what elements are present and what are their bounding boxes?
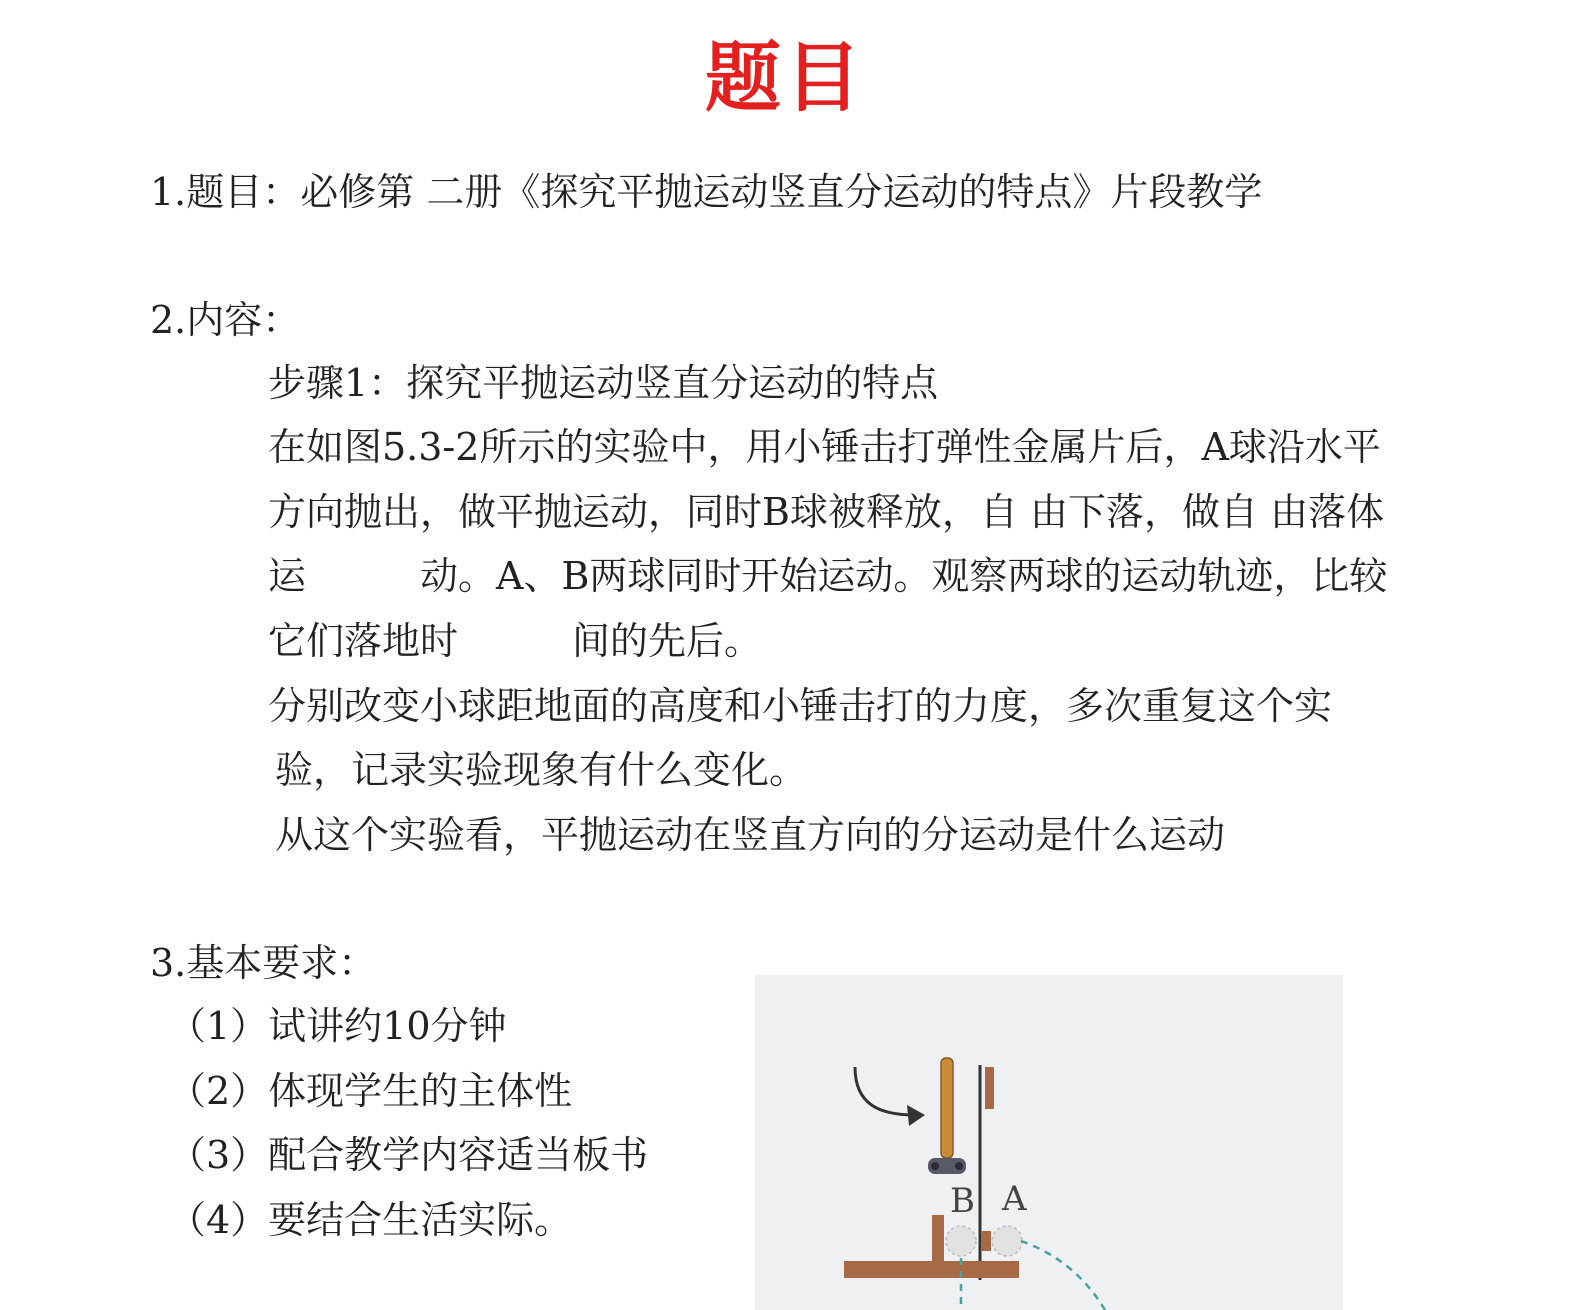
experiment-figure xyxy=(755,975,1343,1310)
content-line: 它们落地时 间的先后。 xyxy=(268,619,763,663)
strip-top-block xyxy=(985,1067,994,1109)
step-1-title: 步骤1：探究平抛运动竖直分运动的特点 xyxy=(268,361,939,405)
content-line: 从这个实验看，平抛运动在竖直方向的分运动是什么运动 xyxy=(275,813,1226,857)
ball-a xyxy=(992,1226,1022,1256)
stand-base xyxy=(844,1261,1019,1278)
content-line: 运 动。A、B两球同时开始运动。观察两球的运动轨迹，比较 xyxy=(268,554,1388,598)
section-2-heading: 2.内容： xyxy=(150,298,301,342)
trajectory-a xyxy=(1021,1241,1105,1310)
requirement-item: （4）要结合生活实际。 xyxy=(168,1198,573,1242)
hammer-head-bolt-left xyxy=(931,1162,939,1170)
page-title: 题目 xyxy=(705,33,865,122)
content-line: 在如图5.3-2所示的实验中，用小锤击打弹性金属片后，A球沿水平 xyxy=(268,425,1381,469)
hammer-head-bolt-right xyxy=(955,1162,963,1170)
experiment-diagram xyxy=(755,975,1343,1310)
requirement-item: （2）体现学生的主体性 xyxy=(168,1069,573,1113)
content-line: 验，记录实验现象有什么变化。 xyxy=(275,748,808,792)
swing-arrow-icon xyxy=(855,1067,915,1115)
hammer-handle xyxy=(941,1058,953,1158)
content-line: 方向抛出，做平抛运动，同时B球被释放，自 由下落，做自 由落体 xyxy=(268,490,1385,534)
ball-spacer xyxy=(981,1231,991,1251)
ball-b xyxy=(946,1226,976,1256)
requirement-item: （3）配合教学内容适当板书 xyxy=(168,1133,649,1177)
requirement-item: （1）试讲约10分钟 xyxy=(168,1004,507,1048)
content-line: 分别改变小球距地面的高度和小锤击打的力度，多次重复这个实 xyxy=(268,684,1333,728)
arrow-head-icon xyxy=(907,1105,925,1126)
label-a: A xyxy=(1002,1179,1027,1219)
section-3-heading: 3.基本要求： xyxy=(150,941,377,985)
label-b: B xyxy=(950,1181,975,1221)
section-1-heading: 1.题目：必修第 二册《探究平抛运动竖直分运动的特点》片段教学 xyxy=(150,170,1263,214)
